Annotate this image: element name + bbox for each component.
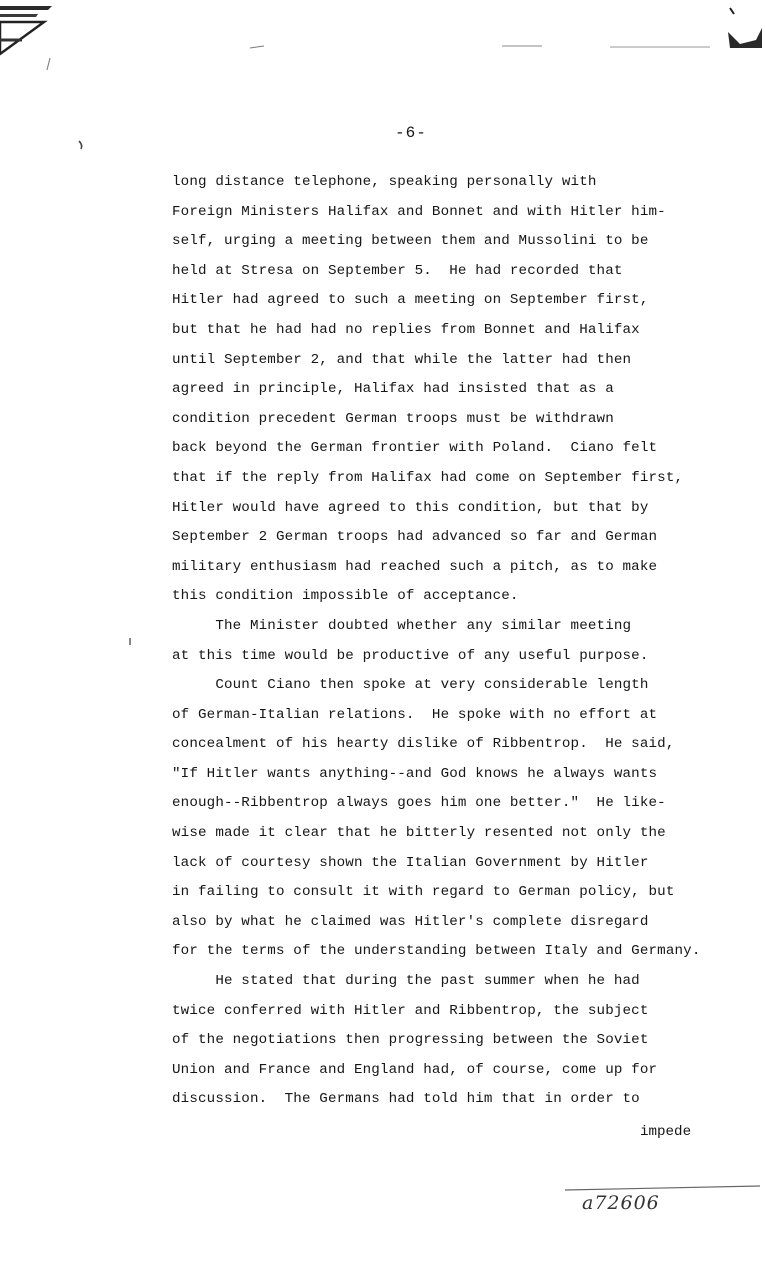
top-edge-smudge: [250, 40, 750, 55]
text-line: twice conferred with Hitler and Ribbentrop, the subject: [172, 1002, 649, 1019]
text-line: also by what he claimed was Hitler's complete disregard: [172, 913, 649, 930]
text-line: of the negotiations then progressing between the Soviet: [172, 1032, 649, 1049]
text-line: Union and France and England had, of course, come up for: [172, 1061, 658, 1078]
text-line: but that he had had no replies from Bonnet and Halifax: [172, 321, 640, 338]
text-line: wise made it clear that he bitterly resented not only the: [172, 825, 666, 842]
handwritten-document-number: a72606: [582, 1192, 660, 1214]
margin-speck: [126, 636, 134, 648]
text-line: in failing to consult it with regard to German policy, but: [172, 884, 675, 901]
text-line: military enthusiasm had reached such a pitch, as to make: [172, 558, 658, 575]
text-line: self, urging a meeting between them and Mussolini to be: [172, 233, 649, 250]
text-line: that if the reply from Halifax had come on September first,: [172, 469, 684, 486]
text-line: agreed in principle, Halifax had insisted that as a: [172, 381, 614, 398]
catchword: impede: [640, 1124, 692, 1140]
text-line: concealment of his hearty dislike of Ribbentrop. He said,: [172, 736, 675, 753]
text-line: Hitler would have agreed to this condition, but that by: [172, 499, 649, 516]
text-line: discussion. The Germans had told him that in order to: [172, 1091, 640, 1108]
text-line: of German-Italian relations. He spoke with no effort at: [172, 706, 658, 723]
text-line: held at Stresa on September 5. He had recorded that: [172, 262, 623, 279]
text-line: back beyond the German frontier with Poland. Ciano felt: [172, 440, 658, 457]
text-line: enough--Ribbentrop always goes him one better." He like-: [172, 795, 666, 812]
top-right-corner-mark: [718, 0, 765, 55]
text-line: The Minister doubted whether any similar meeting: [172, 617, 632, 634]
text-line: lack of courtesy shown the Italian Government by Hitler: [172, 854, 649, 871]
text-line: this condition impossible of acceptance.: [172, 588, 519, 605]
text-line: He stated that during the past summer when he had: [172, 973, 640, 990]
page-number: -6-: [395, 124, 427, 142]
text-line: September 2 German troops had advanced so far and German: [172, 529, 658, 546]
text-line: long distance telephone, speaking personally with: [172, 174, 597, 190]
text-line: for the terms of the understanding between Italy and Germany.: [172, 943, 701, 960]
text-line: at this time would be productive of any useful purpose.: [172, 647, 649, 664]
margin-speck: [76, 138, 88, 152]
corner-fold-mark: [0, 0, 80, 70]
text-line: Count Ciano then spoke at very considerable length: [172, 677, 649, 694]
margin-speck: [44, 56, 54, 74]
document-body: [172, 168, 701, 1115]
text-line: Hitler had agreed to such a meeting on September first,: [172, 292, 649, 309]
text-line: condition precedent German troops must be withdrawn: [172, 410, 614, 427]
text-line: until September 2, and that while the latter had then: [172, 351, 632, 368]
text-line: "If Hitler wants anything--and God knows he always wants: [172, 765, 658, 782]
text-line: Foreign Ministers Halifax and Bonnet and with Hitler him-: [172, 203, 666, 220]
